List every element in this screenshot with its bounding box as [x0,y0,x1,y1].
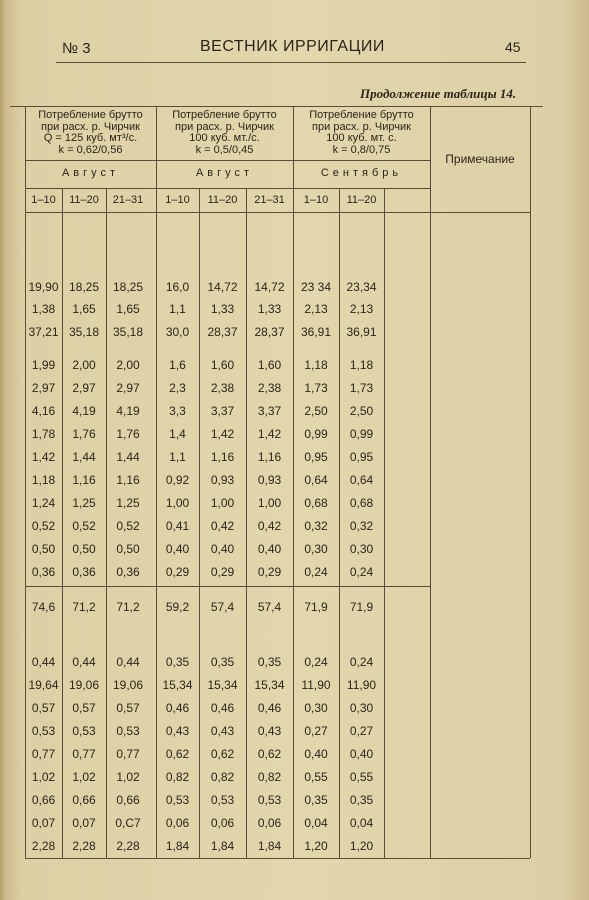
table-cell: 2,38 [257,381,282,395]
table-cell: 3,37 [210,404,235,418]
table-cell: 0,27 [349,724,374,738]
table-cell: 0,50 [116,542,140,556]
table-cell: 0,42 [257,519,282,533]
table-cell: 0,68 [304,496,328,510]
group-header-line: k = 0,8/0,75 [332,143,391,156]
table-continuation-caption: Продолжение таблицы 14. [360,86,517,101]
table-cell: 0,24 [349,655,374,669]
table-cell: 2,00 [116,358,140,372]
table-cell: 0,C7 [115,816,141,830]
table-cell: 0,43 [165,724,190,738]
table-cell: 1,1 [169,302,186,316]
table-cell: 0,77 [72,747,96,761]
table-cell: 0,95 [349,450,374,464]
table-cell: 1,1 [169,450,186,464]
table-cell: 59,2 [165,600,190,614]
table-cell: 0,52 [116,519,140,533]
group-header-line: 100 куб. мт. с. [326,132,397,144]
table-cell: 2,28 [116,839,140,853]
table-cell: 1,44 [72,450,96,464]
table-cell: 3,37 [257,404,282,418]
table-cell: 0,64 [349,473,374,487]
table-cell: 1,00 [210,496,235,510]
table-cell: 30,0 [165,325,190,339]
group-header-line: при расх. р. Чирчик [41,120,140,133]
table-cell: 2,28 [31,839,56,853]
table-cell: 0,46 [165,701,190,715]
table-cell: 37,21 [28,325,59,339]
table-cell: 14,72 [207,280,238,294]
table-cell: 19,90 [28,280,59,294]
table-cell: 35,18 [68,325,100,339]
group-header-line: Q = 125 куб. мт³/с. [43,132,138,144]
table-cell: 2,97 [72,381,96,395]
table-cell: 0,04 [349,816,374,830]
consumption-table [10,106,543,858]
section-divider-rule [25,586,430,587]
table-cell: 0,42 [210,519,235,533]
table-cell: 1,73 [304,381,328,395]
table-cell: 15,34 [254,678,285,692]
table-cell: 0,46 [257,701,282,715]
table-cell: 4,19 [72,404,96,418]
table-cell: 1,44 [116,450,140,464]
table-cell: 1,4 [169,427,186,441]
table-cell: 0,30 [304,701,328,715]
table-column-divider [384,188,385,858]
table-cell: 1,33 [210,302,235,316]
table-cell: 2,50 [349,404,374,418]
table-cell: 0,53 [257,793,282,807]
table-cell: 0,62 [210,747,235,761]
table-cell: 0,95 [304,450,328,464]
table-cell: 15,34 [207,678,238,692]
table-cell: 0,82 [165,770,190,784]
table-cell: 0,66 [72,793,96,807]
table-cell: 0,32 [304,519,328,533]
table-cell: 0,50 [72,542,96,556]
table-cell: 0,93 [257,473,282,487]
table-cell: 1,73 [349,381,374,395]
table-cell: 0,40 [304,747,328,761]
table-cell: 0,06 [165,816,190,830]
table-cell: 0,57 [31,701,56,715]
table-cell: 0,43 [210,724,235,738]
table-cell: 1,16 [210,450,235,464]
issue-number: № 3 [62,40,91,57]
table-cell: 0,29 [165,565,190,579]
month-label: Август [195,167,254,179]
group-header-line: при расх. р. Чирчик [312,120,411,133]
table-cell: 0,24 [304,655,328,669]
table-cell: 0,44 [72,655,96,669]
table-cell: 0,40 [257,542,282,556]
table-cell: 11,90 [346,678,377,692]
table-cell: 19,64 [28,678,59,692]
table-cell: 0,99 [349,427,374,441]
table-cell: 0,62 [165,747,190,761]
table-cell: 0,36 [116,565,140,579]
table-cell: 1,76 [72,427,96,441]
table-cell: 1,65 [72,302,96,316]
table-cell: 0,66 [116,793,140,807]
table-cell: 0,77 [116,747,140,761]
period-header: 11–20 [207,194,238,206]
table-cell: 1,60 [210,358,235,372]
group-header-line: Потребление брутто [172,109,277,121]
table-cell: 2,38 [210,381,235,395]
table-cell: 1,84 [210,839,235,853]
table-cell: 1,42 [257,427,282,441]
table-cell: 1,02 [72,770,96,784]
table-cell: 1,78 [31,427,56,441]
group-header-line: Потребление брутто [309,109,414,121]
table-cell: 0,27 [304,724,328,738]
table-cell: 28,37 [207,325,238,339]
table-cell: 19,06 [68,678,100,692]
table-cell: 2,97 [31,381,56,395]
table-cell: 14,72 [254,280,285,294]
table-cell: 1,25 [72,496,96,510]
table-cell: 0,35 [257,655,282,669]
table-cell: 0,30 [349,542,374,556]
table-cell: 0,29 [257,565,282,579]
period-header: 21–31 [112,194,144,206]
table-bottom-rule [25,858,530,859]
table-cell: 4,16 [31,404,56,418]
table-cell: 1,84 [257,839,282,853]
table-cell: 1,42 [31,450,56,464]
group-header-line: при расх. р. Чирчик [175,120,274,133]
table-cell: 1,6 [169,358,186,372]
table-cell: 0,52 [31,519,56,533]
table-cell: 0,32 [349,519,374,533]
table-cell: 0,43 [257,724,282,738]
group-header-line: k = 0,5/0,45 [195,143,254,156]
table-cell: 0,06 [210,816,235,830]
group-header-line: Потребление брутто [38,109,143,121]
table-cell: 0,40 [349,747,374,761]
table-cell: 36,91 [346,325,377,339]
table-cell: 0,41 [165,519,190,533]
header-rule [56,62,526,63]
table-cell: 2,28 [72,839,96,853]
table-cell: 4,19 [116,404,140,418]
table-cell: 0,53 [116,724,140,738]
table-cell: 28,37 [254,325,285,339]
table-cell: 74,6 [31,600,56,614]
table-cell: 0,62 [257,747,282,761]
table-cell: 0,99 [304,427,328,441]
table-cell: 35,18 [112,325,144,339]
table-cell: 23,34 [346,280,377,294]
table-cell: 1,16 [257,450,282,464]
table-cell: 0,55 [304,770,328,784]
table-cell: 0,50 [31,542,56,556]
table-cell: 2,3 [169,381,186,395]
table-cell: 0,55 [349,770,374,784]
table-cell: 0,68 [349,496,374,510]
table-cell: 0,35 [165,655,190,669]
table-cell: 1,18 [31,473,56,487]
table-cell: 0,35 [210,655,235,669]
table-cell: 2,13 [304,302,328,316]
table-cell: 1,02 [116,770,140,784]
table-cell: 1,60 [257,358,282,372]
group-header-line: k = 0,62/0,56 [58,143,123,156]
table-cell: 71,9 [304,600,328,614]
table-cell: 11,90 [301,678,331,692]
table-cell: 57,4 [210,600,235,614]
table-cell: 0,30 [304,542,328,556]
journal-title: ВЕСТНИК ИРРИГАЦИИ [200,38,385,55]
table-cell: 1,20 [349,839,374,853]
table-cell: 15,34 [162,678,193,692]
table-cell: 1,76 [116,427,140,441]
table-cell: 3,3 [169,404,186,418]
table-cell: 0,66 [31,793,56,807]
table-cell: 1,99 [31,358,56,372]
period-header: 11–20 [69,194,99,206]
table-cell: 1,16 [116,473,140,487]
table-cell: 36,91 [300,325,332,339]
table-cell: 0,24 [349,565,374,579]
table-cell: 18,25 [68,280,100,294]
table-cell: 0,92 [165,473,190,487]
table-top-rule [10,106,543,107]
table-cell: 0,44 [116,655,140,669]
table-cell: 0,35 [304,793,328,807]
table-cell: 0,46 [210,701,235,715]
table-cell: 0,53 [72,724,96,738]
table-cell: 1,00 [165,496,190,510]
table-cell: 0,82 [210,770,235,784]
table-cell: 71,9 [349,600,374,614]
table-cell: 1,84 [165,839,190,853]
table-cell: 0,06 [257,816,282,830]
table-cell: 71,2 [116,600,140,614]
table-cell: 0,53 [165,793,190,807]
period-header: 1–10 [31,194,56,206]
table-cell: 1,16 [72,473,96,487]
period-header: 11–20 [346,194,377,206]
table-cell: 0,57 [72,701,96,715]
table-cell: 0,30 [349,701,374,715]
table-cell: 1,00 [257,496,282,510]
period-header: 21–31 [254,194,285,206]
period-header: 1–10 [303,194,329,206]
table-cell: 1,33 [257,302,282,316]
table-cell: 16,0 [165,280,190,294]
table-cell: 0,53 [31,724,56,738]
table-cell: 1,42 [210,427,235,441]
table-border-vertical [430,106,431,858]
table-cell: 0,53 [210,793,235,807]
table-cell: 71,2 [72,600,96,614]
table-cell: 0,44 [31,655,56,669]
note-column-header: Примечание [445,152,515,166]
table-cell: 57,4 [257,600,282,614]
month-rule [25,188,430,189]
table-cell: 2,97 [116,381,140,395]
table-cell: 2,50 [304,404,328,418]
table-cell: 1,18 [349,358,374,372]
page-number: 45 [505,39,521,55]
table-cell: 0,29 [210,565,235,579]
table-cell: 1,20 [304,839,328,853]
table-cell: 0,36 [31,565,56,579]
table-cell: 0,40 [165,542,190,556]
table-cell: 0,82 [257,770,282,784]
table-cell: 0,77 [31,747,56,761]
table-cell: 0,35 [349,793,374,807]
month-label: Сентябрь [320,167,403,179]
table-cell: 0,36 [72,565,96,579]
table-cell: 0,64 [304,473,328,487]
month-label: Август [61,167,120,179]
table-cell: 19,06 [112,678,144,692]
table-cell: 1,24 [31,496,56,510]
table-border-vertical [530,106,531,858]
table-cell: 0,40 [210,542,235,556]
table-cell: 0,04 [304,816,328,830]
table-cell: 2,00 [72,358,96,372]
group-header-line: 100 куб. мт./с. [189,132,260,144]
table-cell: 0,52 [72,519,96,533]
table-cell: 0,93 [210,473,235,487]
table-cell: 0,07 [31,816,56,830]
table-cell: 1,18 [304,358,328,372]
periods-rule [25,212,530,213]
table-cell: 2,13 [349,302,374,316]
table-cell: 0,07 [72,816,96,830]
table-cell: 1,02 [31,770,56,784]
table-cell: 1,38 [31,302,56,316]
table-cell: 0,57 [116,701,140,715]
table-cell: 1,25 [116,496,140,510]
table-cell: 23 34 [300,280,332,294]
table-cell: 1,65 [116,302,140,316]
period-header: 1–10 [165,194,190,206]
table-cell: 0,24 [304,565,328,579]
group-header-rule [25,160,430,161]
table-cell: 18,25 [112,280,144,294]
